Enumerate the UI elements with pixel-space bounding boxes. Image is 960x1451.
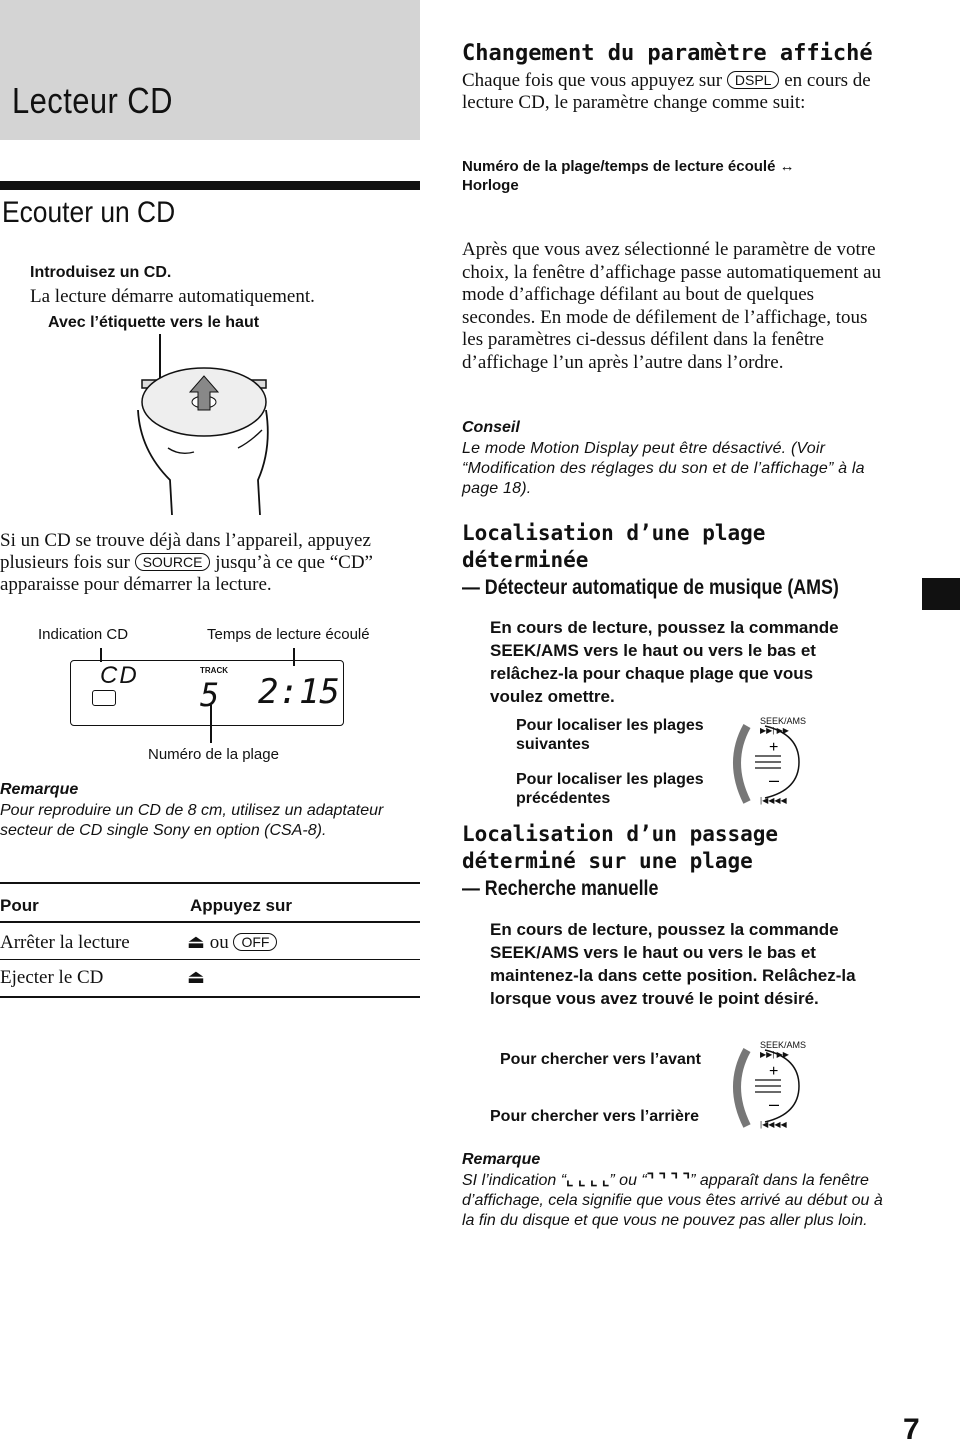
note-title: Remarque (0, 781, 79, 798)
cd-insert-illustration (120, 330, 300, 520)
table-bottom-rule (0, 996, 420, 998)
sec1-paragraph (462, 70, 882, 114)
label-elapsed-time: Temps de lecture écoulé (207, 626, 370, 643)
dspl-button: DSPL (727, 71, 780, 89)
off-button: OFF (233, 933, 277, 951)
table-header-pour: Pour (0, 896, 39, 915)
sec1-text-post: en cours de lecture CD, le paramètre change comme suit: (462, 70, 871, 113)
plus-icon: + (769, 739, 779, 756)
sec2-subtitle: — Détecteur automatique de musique (AMS) (462, 576, 839, 599)
table-row-action: Arrêter la lecture (0, 932, 130, 953)
note2-post: ” apparaît dans la fenêtre d’affichage, cela signifie que vous êtes arrivé au début ou à la fin du disque et que vous ne pouvez pas aller plus loin. (462, 1172, 883, 1229)
eject-icon: ⏏ (187, 967, 205, 988)
label-label-up: Avec l’étiquette vers le haut (48, 314, 260, 331)
conseil-text: Le mode Motion Display peut être désactivé. (Voir “Modification des réglages du son et de l’affichage” à la page 18). (462, 440, 865, 497)
cycle-sequence (462, 157, 882, 195)
sec2-step: En cours de lecture, poussez la commande SEEK/AMS vers le haut ou vers le bas et relâchez-la pour chaque plage que vous voulez omettre. (490, 618, 839, 706)
sec2-label-next: Pour localiser les plages suivantes (516, 717, 704, 753)
source-button: SOURCE (135, 553, 211, 571)
minus-icon: – (769, 1094, 780, 1114)
sec2-title-1: Localisation d’une plage (462, 521, 766, 545)
callout-cd (100, 648, 102, 662)
seek-arc (737, 1050, 747, 1126)
table-row-action: Ejecter le CD (0, 967, 104, 988)
eject-icon: ⏏ (187, 932, 205, 953)
label-indication-cd: Indication CD (38, 626, 129, 643)
sec1-text-pre: Chaque fois que vous appuyez sur (462, 70, 723, 91)
minus-icon: – (769, 770, 780, 790)
seek-label-1: SEEK/AMS (760, 716, 807, 726)
lcd-source: CD (100, 662, 139, 689)
cycle-item-2: Horloge (462, 177, 519, 194)
section-title: Lecteur CD (12, 80, 173, 121)
scroll-paragraph: Après que vous avez sélectionné le paramètre de votre choix, la fenêtre d’affichage passe automatiquement au mode d’affichage défilant au bout de quelques secondes. En mode de défilement de l’affichage, tous les paramètres ci-dessus défilent dans la fenêtre d’affichage l’un après l’autre dans l’ordre. (462, 239, 882, 373)
callout-time (293, 648, 295, 666)
step-title: Introduisez un CD. (30, 264, 172, 281)
sec2-label-prev: Pour localiser les plages précédentes (516, 771, 704, 807)
table-row-keys (187, 932, 277, 954)
note2-title: Remarque (462, 1151, 541, 1168)
seek-next-icon: ▶▶| ▶▶ (760, 1050, 789, 1059)
lcd-track-number: 5 (200, 676, 220, 714)
page-number: 7 (903, 1413, 920, 1446)
sec3-step: En cours de lecture, poussez la commande SEEK/AMS vers le haut ou vers le bas et maintenez-la dans cette position. Relâchez-la lorsque vous avez trouvé le point désiré. (490, 920, 856, 1008)
seek-label-2: SEEK/AMS (760, 1040, 807, 1050)
source-paragraph (0, 530, 400, 596)
disc-icon (92, 690, 116, 706)
seek-arc (737, 726, 747, 802)
source-para-post: jusqu’à ce que “CD” apparaisse pour démarrer la lecture. (0, 552, 373, 595)
indicator-end-symbol: ⌝ ⌝ ⌝ ⌝ (646, 1172, 691, 1189)
indicator-start-symbol: ⌞ ⌞ ⌞ ⌞ (566, 1172, 610, 1189)
heading-rule (0, 181, 420, 190)
conseil-title: Conseil (462, 419, 520, 436)
connector-ou: ou (209, 932, 229, 953)
source-para-pre: Si un CD se trouve déjà dans l’appareil, appuyez plusieurs fois sur (0, 530, 371, 573)
table-header-appuyez: Appuyez sur (190, 896, 293, 915)
seek-prev-icon: |◀◀◀◀ (760, 1120, 787, 1129)
sec2-title-2: déterminée (462, 548, 589, 572)
sec3-label-backward: Pour chercher vers l’arrière (490, 1108, 700, 1125)
note-text: Pour reproduire un CD de 8 cm, utilisez un adaptateur secteur de CD single Sony en option (CSA-8). (0, 802, 384, 839)
sec1-title: Changement du paramètre affiché (462, 41, 873, 66)
note2-text (462, 1171, 892, 1231)
lcd-track-label: TRACK (200, 666, 228, 675)
lcd-time: 2:15 (258, 672, 340, 712)
step-text: La lecture démarre automatiquement. (30, 286, 315, 307)
label-track-number: Numéro de la plage (148, 746, 279, 763)
table-row-rule (0, 959, 420, 960)
plus-icon: + (769, 1063, 779, 1080)
cycle-arrow-icon: ↔ (779, 158, 795, 175)
sec3-label-forward: Pour chercher vers l’avant (500, 1051, 701, 1068)
cycle-item-1: Numéro de la plage/temps de lecture écoulé (462, 158, 776, 175)
sec3-title-1: Localisation d’un passage (462, 822, 779, 846)
seek-next-icon: ▶▶| ▶▶ (760, 726, 789, 735)
note2-pre: SI l’indication “ (462, 1172, 567, 1189)
table-header-rule (0, 921, 420, 923)
note2-mid: ” ou “ (609, 1172, 647, 1189)
sec3-title-2: déterminé sur une plage (462, 849, 753, 873)
section-tab-marker (922, 578, 960, 610)
seek-prev-icon: |◀◀◀◀ (760, 796, 787, 805)
heading-ecouter: Ecouter un CD (2, 196, 176, 229)
sec3-subtitle: — Recherche manuelle (462, 877, 659, 900)
table-top-rule (0, 882, 420, 884)
